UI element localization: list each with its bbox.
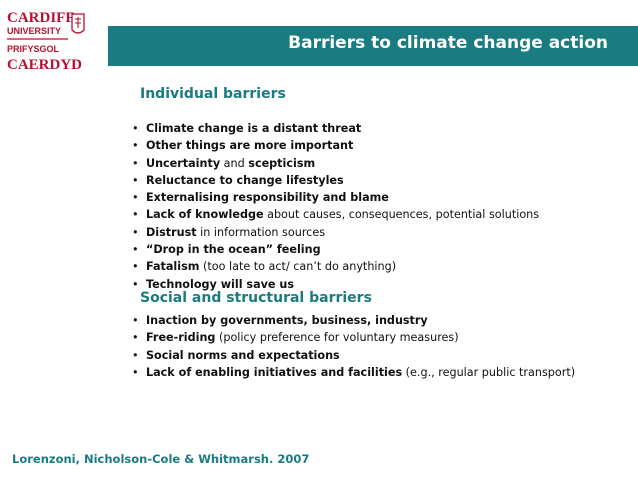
- list-item: [132, 364, 575, 381]
- list-item: [132, 206, 539, 223]
- individual-barriers-list: [132, 120, 539, 293]
- item-bold-text: “Drop in the ocean” feeling: [146, 243, 321, 257]
- list-item: [132, 137, 539, 154]
- cardiff-university-logo: [6, 6, 88, 74]
- item-regular-text: in information sources: [196, 225, 326, 239]
- item-bold-text: Lack of enabling initiatives and facilities: [146, 365, 403, 379]
- bullet-icon: •: [132, 208, 139, 222]
- citation: Lorenzoni, Nicholson-Cole & Whitmarsh. 2007: [12, 452, 310, 466]
- logo-line-prifysgol: PRIFYSGOL: [7, 44, 60, 54]
- item-bold-text: Social norms and expectations: [146, 348, 340, 362]
- item-bold-text: Inaction by governments, business, industry: [146, 314, 428, 327]
- item-bold-text: scepticism: [248, 156, 316, 170]
- item-regular-text: about causes, consequences, potential solutions: [263, 208, 540, 222]
- list-item: [132, 120, 539, 137]
- social-barriers-list: [132, 312, 575, 381]
- list-item: [132, 224, 539, 241]
- logo-line-university: UNIVERSITY: [7, 26, 62, 36]
- bullet-icon: •: [132, 122, 139, 135]
- list-item: [132, 189, 539, 206]
- list-item: [132, 329, 575, 346]
- item-bold-text: Lack of knowledge: [146, 208, 264, 222]
- list-item: [132, 155, 539, 172]
- item-bold-text: Distrust: [146, 225, 197, 239]
- social-barriers-heading: Social and structural barriers: [140, 290, 372, 306]
- bullet-icon: •: [132, 191, 139, 205]
- bullet-icon: •: [132, 260, 139, 274]
- item-bold-text: Technology will save us: [146, 277, 295, 291]
- item-regular-text: (too late to act/ can’t do anything): [199, 260, 397, 274]
- list-item: [132, 312, 575, 329]
- item-regular-text: (e.g., regular public transport): [402, 365, 576, 379]
- item-bold-text: Uncertainty: [146, 156, 221, 170]
- item-bold-text: Other things are more important: [146, 139, 354, 153]
- bullet-icon: •: [132, 331, 139, 345]
- header-band: [108, 26, 638, 66]
- bullet-icon: •: [132, 156, 139, 170]
- item-bold-text: Fatalism: [146, 260, 200, 274]
- list-item: [132, 241, 539, 258]
- slide-title: Barriers to climate change action: [288, 33, 608, 53]
- list-item: [132, 172, 539, 189]
- list-item: [132, 347, 575, 364]
- bullet-icon: •: [132, 277, 139, 291]
- bullet-icon: •: [132, 139, 139, 153]
- logo-line-caerdyd: CAERDYD: [7, 57, 82, 73]
- item-bold-text: Reluctance to change lifestyles: [146, 173, 344, 187]
- item-bold-text: Free-riding: [146, 331, 216, 345]
- individual-barriers-heading: Individual barriers: [140, 86, 286, 102]
- bullet-icon: •: [132, 173, 139, 187]
- bullet-icon: •: [132, 225, 139, 239]
- item-regular-text: (policy preference for voluntary measures): [215, 331, 459, 345]
- bullet-icon: •: [132, 348, 139, 362]
- bullet-icon: •: [132, 365, 139, 379]
- item-bold-text: Externalising responsibility and blame: [146, 191, 389, 205]
- logo-line-cardiff: CARDIFF: [7, 10, 75, 26]
- item-bold-text: Climate change is a distant threat: [146, 122, 362, 135]
- item-regular-text: and: [220, 156, 249, 170]
- bullet-icon: •: [132, 314, 139, 327]
- bullet-icon: •: [132, 243, 139, 257]
- list-item: [132, 258, 539, 275]
